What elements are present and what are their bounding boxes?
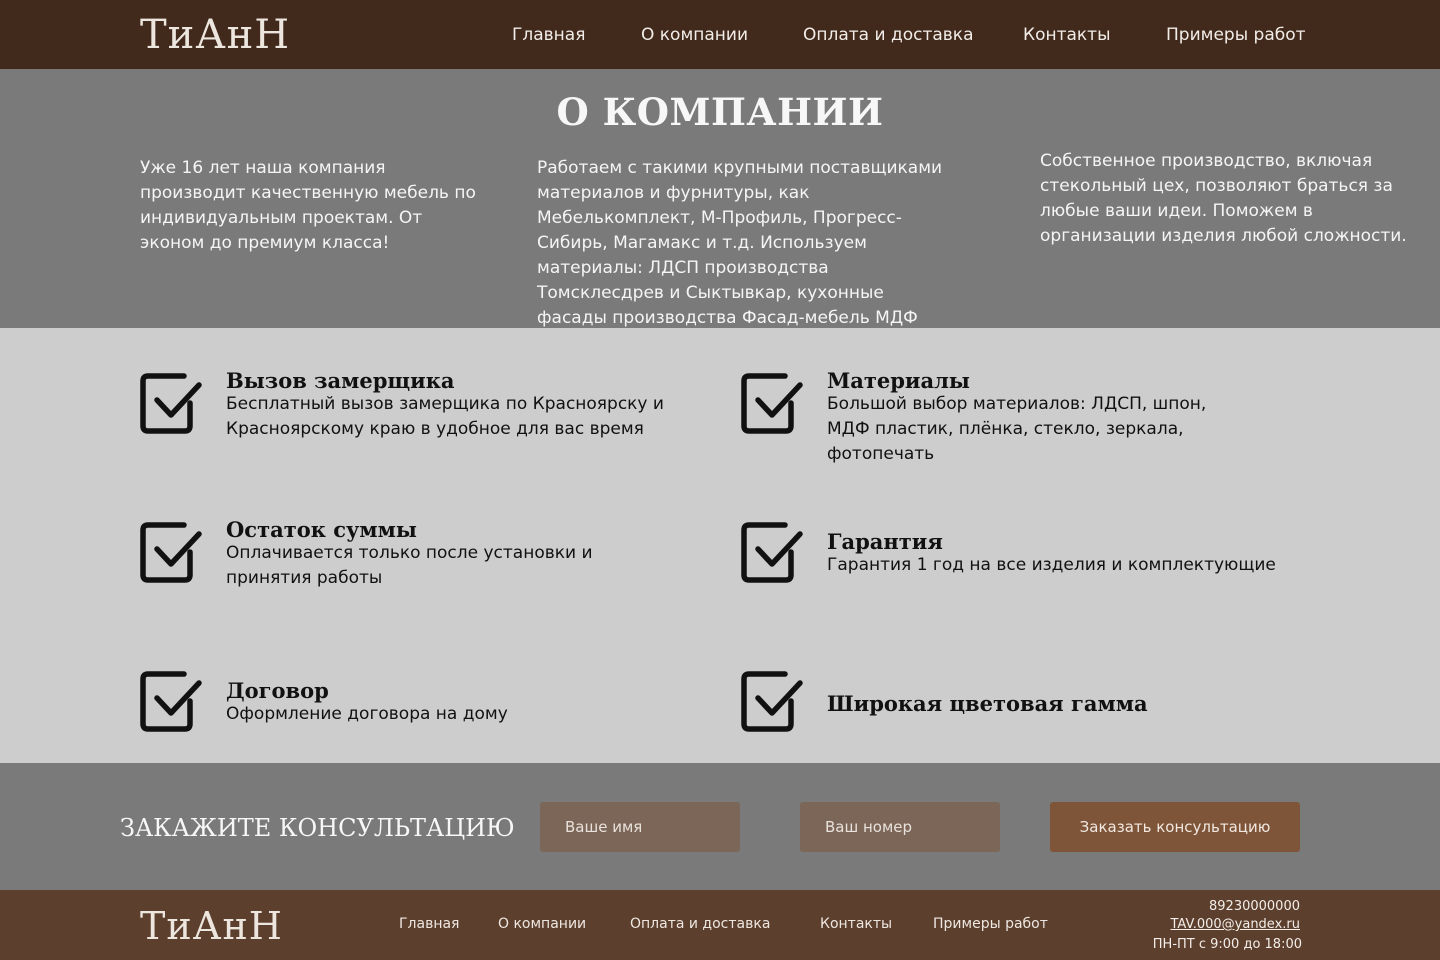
- footer-phone[interactable]: 89230000000: [1209, 899, 1300, 914]
- footer-logo[interactable]: ТиАнН: [140, 904, 283, 948]
- nav-item-home[interactable]: Главная: [512, 25, 586, 45]
- about-text-suppliers: Работаем с такими крупными поставщиками материалов и фурнитуры, как Мебелькомплект, М-Профиль, Прогресс-Сибирь, Магамакс и т.д. Используем материалы: ЛДСП производства Томсклесдрев и Сыктывкар, кухонные фасады производства Фасад-мебель МДФ: [537, 158, 943, 328]
- footer-nav-portfolio[interactable]: Примеры работ: [933, 916, 1048, 932]
- phone-input[interactable]: [800, 802, 1000, 852]
- feature-desc: Большой выбор материалов: ЛДСП, шпон, МДФ пластик, плёнка, стекло, зеркала, фотопечать: [827, 394, 1207, 464]
- checkbox-check-icon: [741, 671, 803, 733]
- footer-email[interactable]: TAV.000@yandex.ru: [1170, 917, 1300, 932]
- nav-item-payment-delivery[interactable]: Оплата и доставка: [803, 25, 974, 45]
- feature-desc: Гарантия 1 год на все изделия и комплектующие: [827, 555, 1276, 575]
- feature-title: Широкая цветовая гамма: [827, 691, 1148, 716]
- about-title: О КОМПАНИИ: [556, 90, 884, 134]
- site-header: [0, 0, 1440, 69]
- footer-nav-about[interactable]: О компании: [498, 916, 587, 932]
- nav-item-about[interactable]: О компании: [641, 25, 749, 45]
- feature-title: Гарантия: [827, 529, 943, 554]
- feature-title: Вызов замерщика: [226, 368, 455, 393]
- features-section: [0, 328, 1440, 763]
- consultation-section: [0, 763, 1440, 890]
- logo[interactable]: ТиАнН: [140, 12, 291, 58]
- checkbox-check-icon: [140, 373, 202, 435]
- about-section: [0, 69, 1440, 328]
- checkbox-check-icon: [741, 373, 803, 435]
- nav-item-contacts[interactable]: Контакты: [1023, 25, 1111, 45]
- checkbox-check-icon: [140, 522, 202, 584]
- checkbox-check-icon: [140, 671, 202, 733]
- order-consultation-button[interactable]: Заказать консультацию: [1050, 802, 1300, 852]
- consultation-title: ЗАКАЖИТЕ КОНСУЛЬТАЦИЮ: [120, 814, 515, 842]
- feature-title: Остаток суммы: [226, 517, 417, 542]
- nav-item-portfolio[interactable]: Примеры работ: [1166, 25, 1306, 45]
- footer-nav-payment-delivery[interactable]: Оплата и доставка: [630, 916, 771, 932]
- about-text-production: Собственное производство, включая стекольный цех, позволяют браться за любые ваши идеи. Поможем в организации изделия любой сложности.: [1040, 151, 1407, 246]
- footer-nav-home[interactable]: Главная: [399, 916, 460, 932]
- feature-desc: Бесплатный вызов замерщика по Красноярску и Красноярскому краю в удобное для вас время: [226, 394, 664, 439]
- site-footer: [0, 890, 1440, 960]
- footer-nav-contacts[interactable]: Контакты: [820, 916, 893, 932]
- feature-desc: Оформление договора на дому: [226, 704, 508, 724]
- about-text-experience: Уже 16 лет наша компания производит качественную мебель по индивидуальным проектам. От эконом до премиум класса!: [140, 158, 476, 253]
- checkbox-check-icon: [741, 522, 803, 584]
- name-input[interactable]: [540, 802, 740, 852]
- footer-hours: ПН-ПТ с 9:00 до 18:00: [1152, 937, 1302, 952]
- feature-title: Материалы: [827, 368, 970, 393]
- feature-desc: Оплачивается только после установки и принятия работы: [226, 543, 593, 588]
- feature-title: Договор: [226, 678, 329, 703]
